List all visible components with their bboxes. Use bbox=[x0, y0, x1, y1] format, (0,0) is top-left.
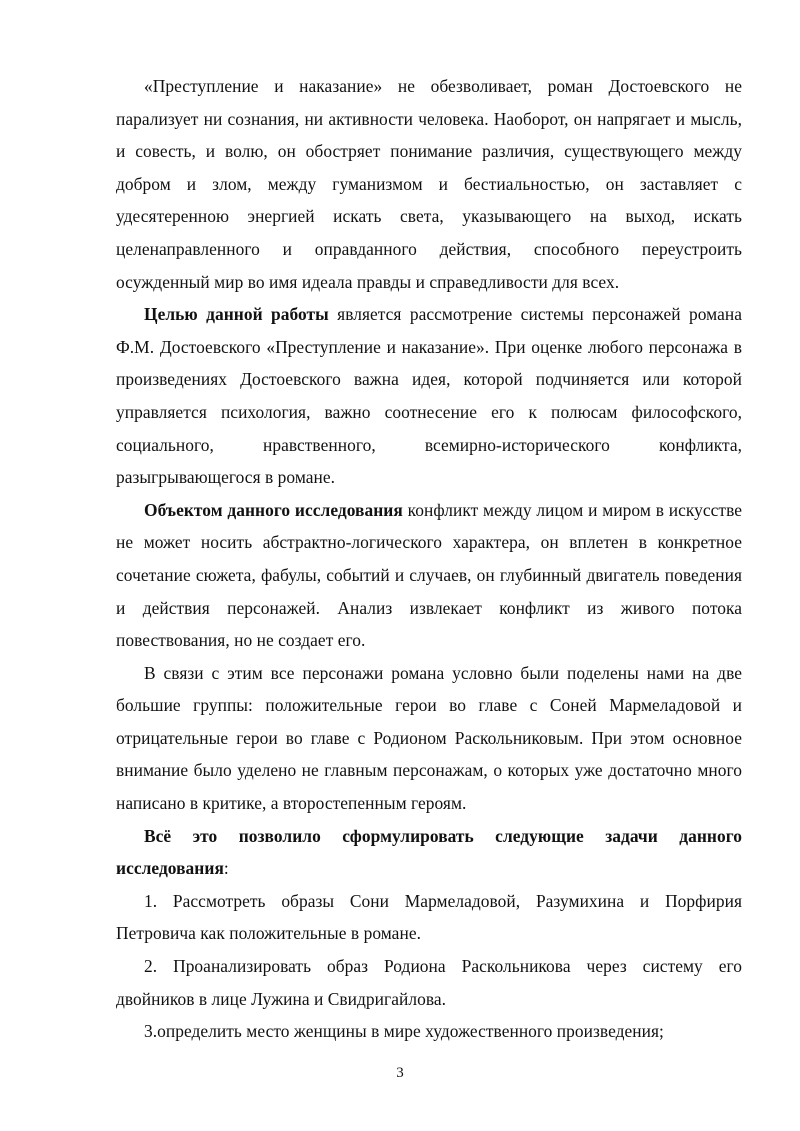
paragraph-task-3 bbox=[116, 1015, 742, 1048]
paragraph-text: : bbox=[223, 858, 229, 879]
paragraph-text: 2. Проанализировать образ Родиона Раскольникова через систему его двойников в лице Лужина и Свидригайлова. bbox=[116, 956, 742, 1009]
paragraph-text: является рассмотрение системы персонажей романа Ф.М. Достоевского «Преступление и наказание». При оценке любого персонажа в произведениях Достоевского важна идея, которой подчиняется или которой управляется психология, важно соотнесение его к полюсам философского, социального, нравственного, всемирно-исторического конфликта, разыгрывающегося в романе. bbox=[116, 304, 742, 488]
paragraph-intro bbox=[116, 70, 742, 298]
paragraph-bold-lead: Объектом данного исследования bbox=[144, 499, 403, 520]
paragraph-object bbox=[116, 494, 742, 657]
paragraph-text: «Преступление и наказание» не обезволивает, роман Достоевского не парализует ни сознания, ни активности человека. Наоборот, он напрягает и мысль, и совесть, и волю, он обостряет понимание различия, существующего между добром и злом, между гуманизмом и бестиальностью, он заставляет с удесятеренною энергией искать света, указывающего на выход, искать целенаправленного и оправданного действия, способного переустроить осужденный мир во имя идеала правды и справедливости для всех. bbox=[116, 76, 742, 292]
paragraph-text: 1. Рассмотреть образы Сони Мармеладовой, Разумихина и Порфирия Петровича как положительные в романе. bbox=[116, 890, 742, 944]
paragraph-goal bbox=[116, 298, 742, 494]
paragraph-text: В связи с этим все персонажи романа условно были поделены нами на две большие группы: положительные герои во главе с Соней Мармеладовой и отрицательные герои во главе с Родионом Раскольниковым. При этом основное внимание было уделено не главным персонажам, о которых уже достаточно много написано в критике, а второстепенным героям. bbox=[116, 662, 742, 814]
paragraph-text: конфликт между лицом и миром в искусстве не может носить абстрактно-логического характера, он вплетен в конкретное сочетание сюжета, фабулы, событий и случаев, он глубинный двигатель поведения и действия персонажей. Анализ извлекает конфликт из живого потока повествования, но не создает его. bbox=[116, 499, 742, 651]
paragraph-text: 3.определить место женщины в мире художественного произведения; bbox=[144, 1021, 664, 1042]
paragraph-groups bbox=[116, 657, 742, 820]
page-number: 3 bbox=[396, 1065, 404, 1081]
paragraph-task-2 bbox=[116, 950, 742, 1015]
paragraph-tasks-heading bbox=[116, 820, 742, 885]
paragraph-bold-lead: Всё это позволило сформулировать следующие задачи данного исследования bbox=[116, 825, 742, 879]
paragraph-task-1 bbox=[116, 885, 742, 950]
paragraph-bold-lead: Целью данной работы bbox=[144, 304, 329, 325]
